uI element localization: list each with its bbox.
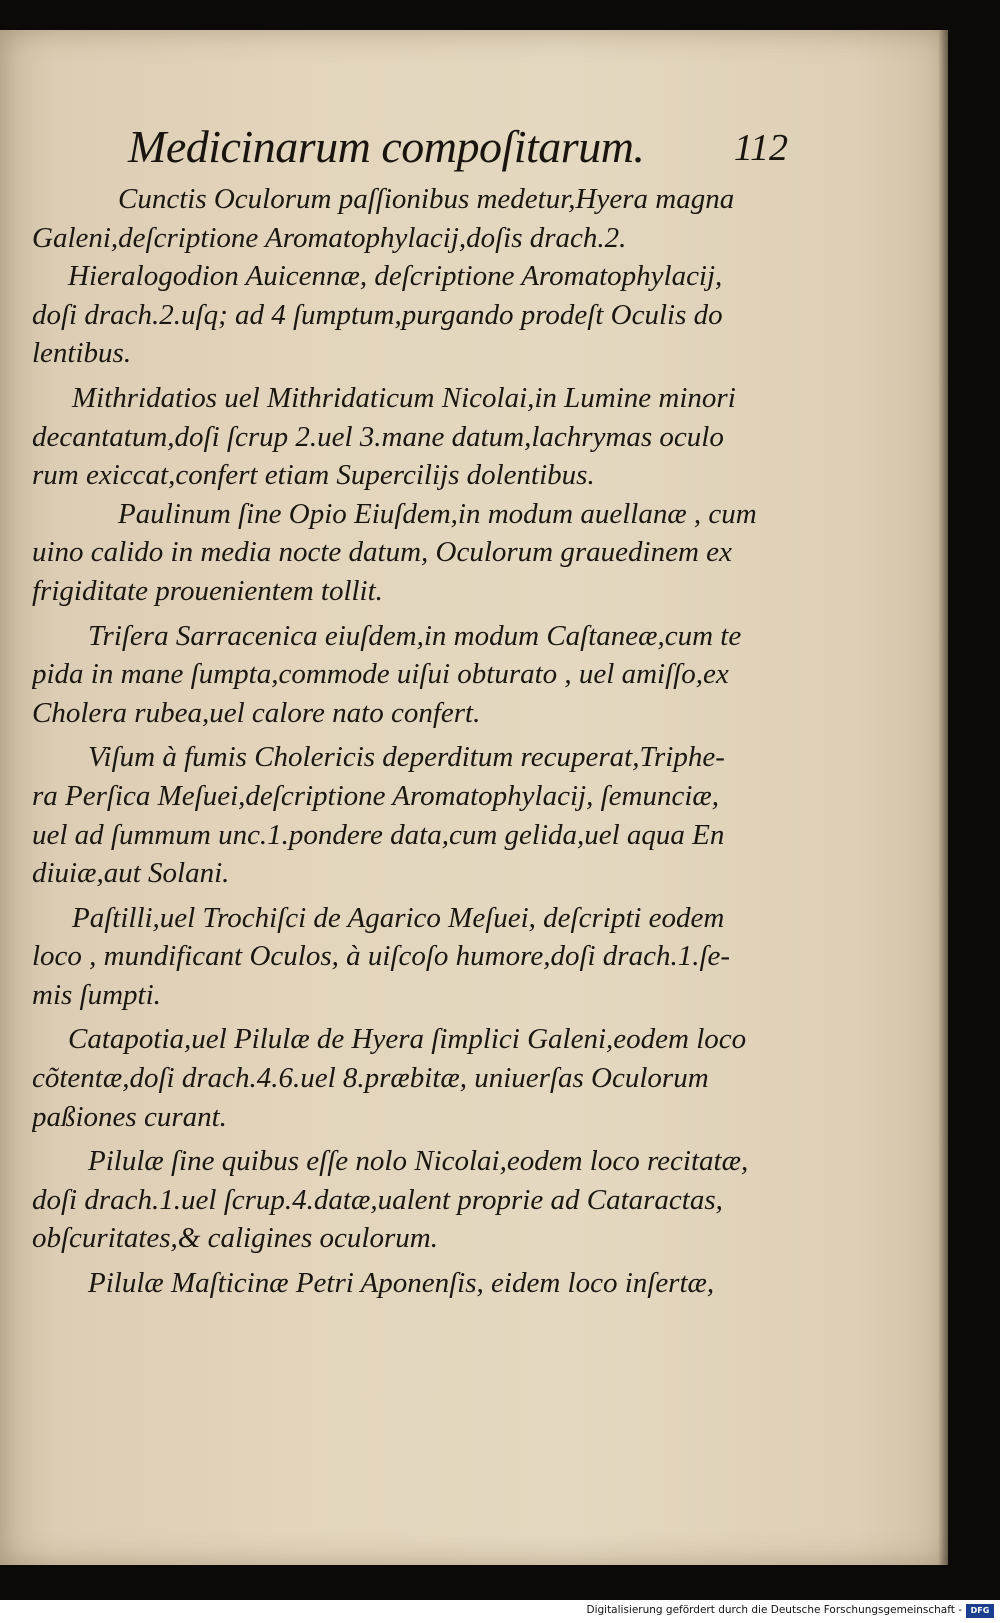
text-line: Pilulæ ſine quibus eſſe nolo Nicolai,eodem loco recitatæ,	[88, 1145, 749, 1178]
text-line: paßiones curant.	[32, 1100, 227, 1133]
text-line: obſcuritates,& caligines oculorum.	[32, 1222, 438, 1255]
text-line: rum exiccat,confert etiam Supercilijs dolentibus.	[32, 459, 595, 492]
text-line: Catapotia,uel Pilulæ de Hyera ſimplici Galeni,eodem loco	[68, 1023, 747, 1056]
dfg-logo: DFG	[966, 1604, 994, 1618]
text-line: pida in mane ſumpta,commode uiſui obturato , uel amiſſo,ex	[32, 658, 729, 691]
text-line: Hieralogodion Auicennæ, deſcriptione Aromatophylacij,	[68, 260, 723, 293]
text-line: uel ad ſummum unc.1.pondere data,cum gelida,uel aqua En	[32, 818, 725, 851]
text-line: mis ſumpti.	[32, 978, 161, 1011]
footer-credit: Digitalisierung gefördert durch die Deutsche Forschungsgemeinschaft -	[586, 1604, 962, 1616]
text-line: doſi drach.2.uſq; ad 4 ſumptum,purgando prodeſt Oculis do	[32, 298, 723, 331]
text-line: Paſtilli,uel Trochiſci de Agarico Meſuei, deſcripti eodem	[72, 901, 725, 934]
text-line: Viſum à fumis Cholericis deperditum recuperat,Triphe-	[88, 741, 725, 774]
text-line: Mithridatios uel Mithridaticum Nicolai,in Lumine minori	[72, 381, 736, 414]
running-title: Medicinarum compoſitarum.	[128, 121, 645, 172]
text-line: Cunctis Oculorum paſſionibus medetur,Hyera magna	[118, 183, 735, 215]
text-line: Triſera Sarracenica eiuſdem,in modum Caſtaneæ,cum te	[88, 619, 742, 652]
text-line: ra Perſica Meſuei,deſcriptione Aromatophylacij, ſemunciæ,	[32, 779, 719, 812]
text-line: Cholera rubea,uel calore nato confert.	[32, 696, 481, 729]
text-line: Galeni,deſcriptione Aromatophylacij,doſis drach.2.	[32, 221, 627, 254]
text-line: frigiditate prouenientem tollit.	[32, 574, 383, 607]
running-head	[128, 120, 788, 180]
text-line: decantatum,doſi ſcrup 2.uel 3.mane datum,lachrymas oculo	[32, 420, 724, 453]
text-line: Paulinum ſine Opio Eiuſdem,in modum auellanæ , cum	[118, 497, 757, 530]
text-line: loco , mundificant Oculos, à uiſcoſo humore,doſi drach.1.ſe-	[32, 940, 731, 973]
text-line: uino calido in media nocte datum, Oculorum grauedinem ex	[32, 536, 732, 569]
body-text	[32, 180, 782, 1303]
text-line: Pilulæ Maſticinæ Petri Aponenſis, eidem loco inſertæ,	[88, 1267, 715, 1300]
page-number: 112	[733, 127, 788, 169]
text-line: diuiæ,aut Solani.	[32, 857, 230, 890]
text-line: cõtentæ,doſi drach.4.6.uel 8.præbitæ, uniuerſas Oculorum	[32, 1062, 709, 1095]
footer-bar	[0, 1600, 1000, 1623]
text-line: doſi drach.1.uel ſcrup.4.datæ,ualent proprie ad Cataractas,	[32, 1183, 723, 1216]
book-page	[0, 30, 948, 1565]
text-line: lentibus.	[32, 337, 132, 370]
